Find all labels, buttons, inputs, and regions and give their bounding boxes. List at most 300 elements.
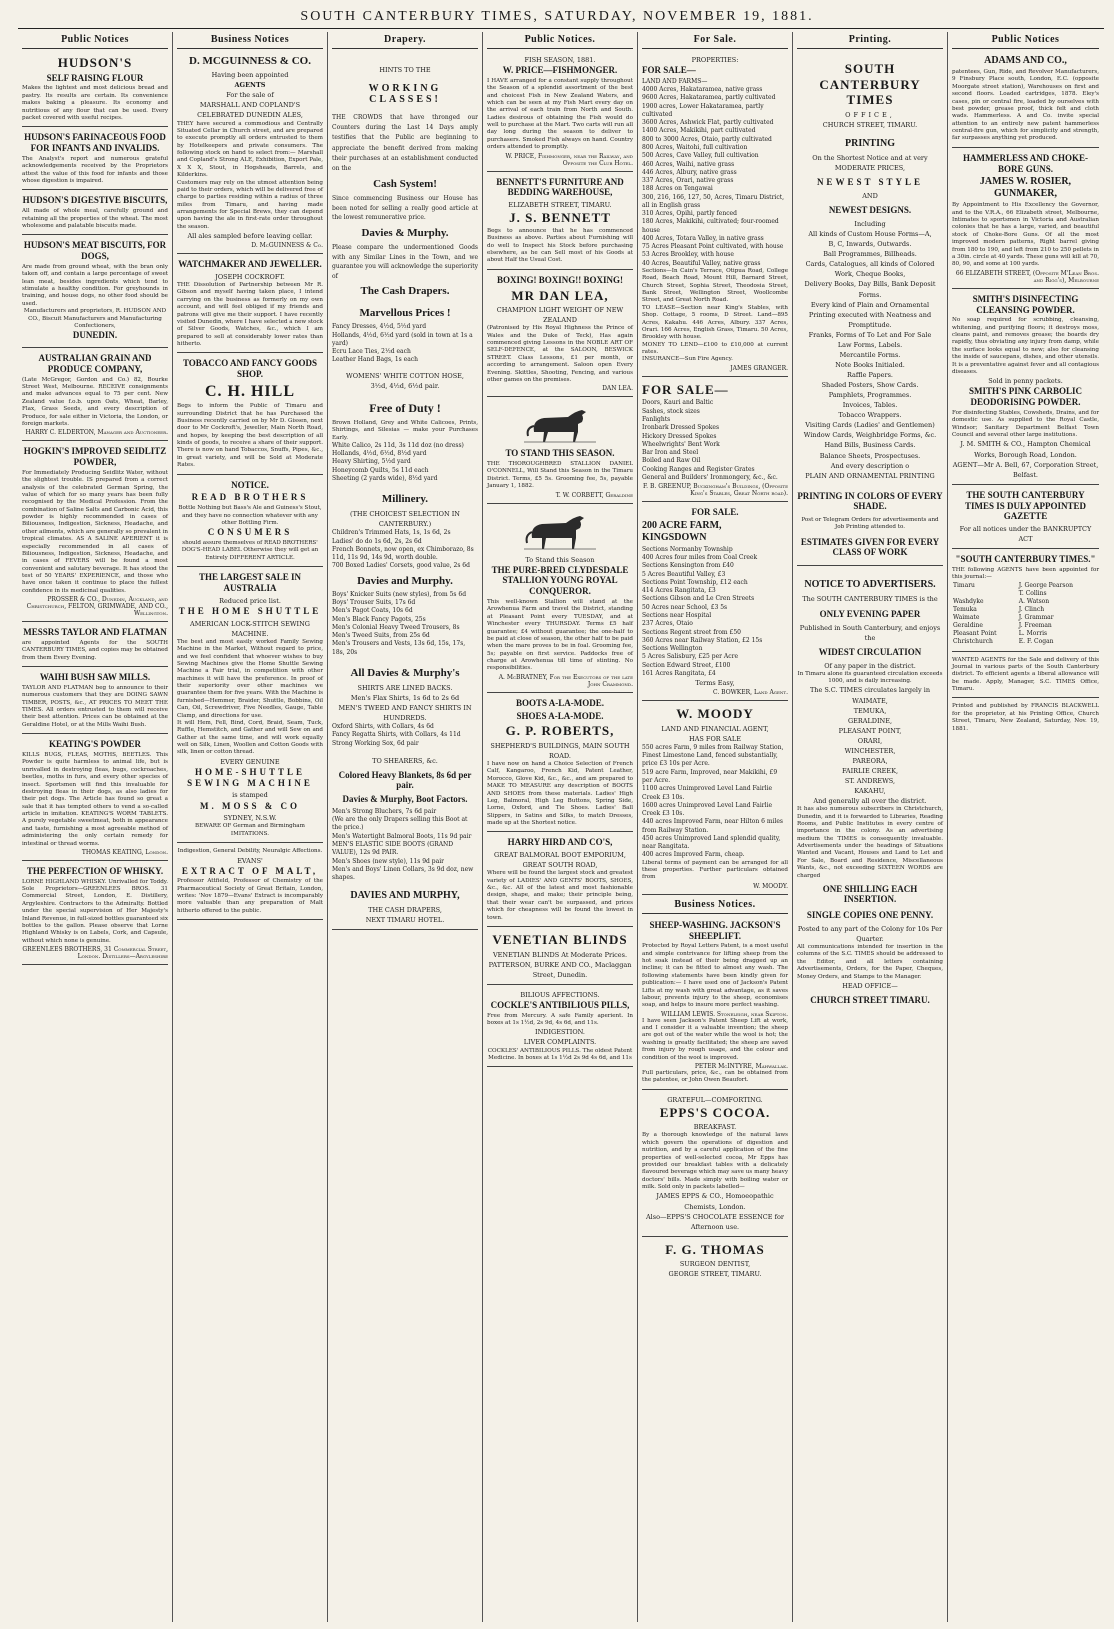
land-list — [642, 78, 788, 268]
moody-list-item: 1600 acres Unimproved Level Land Fairlie Creek £3 10s. — [642, 801, 773, 818]
land-list-item: 460 Acres, Waihi, native grass — [642, 160, 735, 168]
agent-name: L. Morris — [1018, 630, 1048, 638]
boot-item-1: Men's Strong Bluchers, 7s 6d pair — [332, 807, 437, 815]
moody-subtitle: LAND AND FINANCIAL AGENT, — [661, 724, 769, 733]
agent-label: AGENT—Mr A. Bell, 67, Corporation Street, Belfast. — [952, 460, 1099, 479]
place-item: KAKAHU, — [854, 787, 886, 796]
column-5-heading: For Sale. — [642, 32, 788, 49]
roberts-name: G. P. ROBERTS, — [505, 723, 615, 739]
greenup-signature: F. B. GREENUP, Buckingham's Buildings, (Opposite King's Stables, Great North road). — [642, 483, 788, 498]
sewing-machine-ad — [177, 569, 323, 843]
printing-ad — [797, 52, 943, 566]
venetian-subtitle: VENETIAN BLINDS At Moderate Prices. — [492, 950, 628, 959]
agent-name: J. George Pearson — [1018, 581, 1073, 589]
cockle-footer: COCKLES' ANTIBILIOUS PILLS. The oldest Patent Medicine. In boxes at 1s 1½d 2s 9d 4s 6d, and 11s — [487, 1047, 633, 1061]
mcguinness-line-1: Having been appointed — [211, 71, 289, 80]
boot-item-5: Men's Shoes (new style), 11s 9d pair — [332, 857, 445, 865]
flax-shirts-label: Men's Flax Shirts, 1s 6d to 2s 6d — [350, 693, 460, 702]
moody-list-item: 550 acres Farm, 9 miles from Railway Station, Finest Limestone Land, fenced substantially, price £3 10s per Acre. — [642, 743, 784, 768]
section-list-item: 50 Acres near School, £3 5s — [642, 603, 728, 611]
agent-town: Christchurch — [953, 638, 993, 646]
young-royal-signature: A. McBRATNEY, For the Executors of the late John Crammond. — [498, 673, 633, 688]
land-list-item: 75 Acres Pleasant Point cultivated, with house — [642, 243, 784, 251]
colors-label: PRINTING IN COLORS OF EVERY SHADE. — [797, 490, 943, 511]
including-label: Including — [854, 220, 886, 229]
meat-biscuits-ad — [22, 237, 168, 348]
boys-item-4: Men's Black Fancy Pagots, 25s — [332, 615, 426, 623]
printing-item: Mercantile Forms. — [839, 350, 901, 359]
granger-ad — [642, 52, 788, 377]
printing-item: And every description o — [830, 461, 910, 470]
bennett-ad — [487, 174, 633, 270]
section-list-item: Sections Normanby Township — [642, 545, 733, 553]
section-list-item: Sections near Hospital — [642, 612, 712, 620]
sheeplift-ad — [642, 917, 788, 1090]
place-item: TEMUKA, — [853, 706, 887, 715]
section-list-item: 5 Acres Salisbury, £25 per Acre — [642, 653, 739, 661]
shirts-lined-label: SHIRTS ARE LINED BACKS. — [357, 683, 453, 692]
printing-item: Tobacco Wrappers. — [838, 411, 902, 420]
calico-item-1: White Calico, 2s 11d, 3s 11d doz (no dress) — [332, 441, 464, 449]
agents-intro: THE following AGENTS have been appointed for this journal:— — [952, 567, 1099, 581]
land-list-item: 188 Acres on Tengawai — [642, 185, 713, 193]
terms-label: Terms Easy, — [695, 679, 735, 688]
boot-item-6: Men's and Boys' Linen Collars, 3s 9d doz, new shapes. — [332, 865, 474, 882]
grain-title: AUSTRALIAN GRAIN AND PRODUCE COMPANY, — [38, 353, 152, 374]
notice-title: NOTICE. — [231, 479, 269, 490]
sct-agents-title: "SOUTH CANTERBURY TIMES." — [955, 554, 1096, 565]
mcguinness-line-2: AGENTS — [234, 81, 266, 90]
only-evening-label: ONLY EVENING PAPER — [819, 608, 921, 619]
millinery-item-1: Children's Trimmed Hats, 1s, 1s 6d, 2s — [332, 529, 451, 537]
watchmaker-body: THE Dissolution of Partnership between Mr R. Gibson and myself having taken place, I intend carrying on the business as formerly on my own account, and will feel obliged if my friends and patrons will give me their support. I have recently visited Dunedin, where I have selected a new stock of Silver Goods, Watches, &c., which I am prepared to sell at considerably lower rates than hitherto. — [177, 282, 323, 348]
sections-text: Sections—In Cain's Terrace, Otipua Road, College Road, Beach Road, Mount Hill, Barnard Street, Church Street, Sophia Street, Theodosia Street, Bank Street, Wellington Street, Woollcombe Street, and Great North Road. — [642, 267, 788, 304]
epps-also: Also—EPPS'S CHOCOLATE ESSENCE for Afternoon use. — [645, 1212, 785, 1231]
only-label: The SOUTH CANTERBURY TIMES is the — [802, 595, 938, 604]
venetian-ad — [487, 929, 633, 985]
grain-signature: HARRY C. ELDERTON, Manager and Auctioneer. — [25, 429, 168, 437]
widest-label: WIDEST CIRCULATION — [818, 646, 922, 657]
supply-list-item: Boiled and Raw Oil — [642, 457, 701, 465]
printing-item: Pamphlets, Programmes. — [828, 391, 912, 400]
millinery-item-4: 700 Boxed Ladies' Corsets, good value, 2s 6d — [332, 562, 470, 570]
shuttle-subtitle: AMERICAN LOCK-STITCH SEWING MACHINE. — [190, 619, 310, 638]
column-1 — [18, 32, 173, 1622]
section-list-item: 161 Acres Rangitata, £4 — [642, 669, 716, 677]
watchmaker-ad — [177, 256, 323, 353]
clydesdale-ad — [487, 506, 633, 693]
grain-body: (Late McGregor, Gordon and Co.) 82, Bourke Street West, Melbourne. RECEIVE consignments and make advances equal to 75 per cent. New Zealand value f.o.b. upon Oats, Wheat, Barley, Flax, Grass Seeds, and every description of Produce, for sale either in Victoria, the London, or foreign markets. — [22, 376, 168, 427]
boys-item-3: Men's Pagot Coats, 10s 6d — [332, 607, 413, 615]
venetian-title: VENETIAN BLINDS — [492, 931, 628, 947]
place-item: PAREORA, — [852, 756, 888, 765]
epps-signature: JAMES EPPS & CO., Homoeopathic Chemists, London. — [656, 1192, 774, 1211]
rosier-body: By Appointment to His Excellency the Governor, and to the V.R.A., 66 Elizabeth street, Melbourne, Intimates to sportsmen in Victoria and Australian colonies that he has a large, varied, and beautiful stock of Choke-Bore Guns. Of all the most improved modern patterns, Right barrel giving from 180 to 190, and left from 210 to 250 pellets in a 30in. circle at 40 yards. These guns will kill at 70, 80, 90, and some at 100 yards. — [952, 202, 1099, 268]
boot-item-4: MEN'S ELASTIC SIDE BOOTS (GRAND VALUE), 12s 9d PAIR. — [332, 841, 454, 857]
stallion-ad — [487, 399, 633, 503]
printing-item: All kinds of Custom House Forms—A, — [808, 230, 932, 239]
printed-body: Printed and published by FRANCIS BLACKWELL for the proprietor, at his Printing Office, Church Street, Timaru, New Zealand, Saturday, Nov. 19, 1881. — [952, 703, 1099, 732]
subscribers-text: It has also numerous subscribers in Christchurch, Dunedin, and it is forwarded to Libraries, Reading Rooms, and Public Institutes in every centre of importance in the colony. As an advertising medium the TIMES is consequently invaluable. Advertisements under the headings of Situations Wanted and Vacant, Houses and Land to Let and For Sale, Board and Residence, Miscellaneous Wants, &c., not exceeding SIXTEEN WORDS are charged — [797, 806, 943, 879]
meat-body: Are made from ground wheat, with the bran only taken off, and contain a large percentage of sweet lean meat, besides ingredients which tend to stimulate a healthy condition. For greyhounds in training, and house dogs, no other food should be used. — [22, 263, 168, 307]
imprint — [952, 700, 1099, 737]
properties-label: PROPERTIES: — [691, 56, 739, 64]
printing-item: Note Books Initialed. — [835, 360, 905, 369]
fish-season: FISH SEASON, 1881. — [524, 56, 596, 64]
moody-footer: Liberal terms of payment can be arranged for all these properties. Further particulars obtained from — [642, 859, 788, 881]
shilling-label: ONE SHILLING EACH INSERTION. — [822, 883, 918, 904]
roberts-subtitle: SHEPHERD'S BUILDINGS, MAIN SOUTH ROAD. — [490, 741, 630, 760]
column-3 — [328, 32, 483, 1622]
smith-title: SMITH'S DISINFECTING CLEANSING POWDER. — [972, 293, 1079, 315]
post-label: Post or Telegram Orders for advertisements and Job Printing attended to. — [801, 516, 939, 531]
shuttle-body-2: It will Hem, Fell, Bind, Cord, Braid, Seam, Tuck, Ruffle, Hemstitch, and Gather and will Sew on and Gather at the same time, and will work equally well on Silk, Linen, Woollen and Cotton Goods with silk, linen or cotton thread. — [177, 719, 323, 756]
genuine-label: EVERY GENUINE — [220, 757, 280, 766]
section-list-item: Sections Gibson and Le Cren Streets — [642, 595, 755, 603]
hird-title: HARRY HIRD AND CO'S, — [507, 837, 613, 848]
corbett-signature: T. W. CORBETT, Geraldine — [555, 491, 633, 499]
adams-body: patentees, Gun, Ride, and Revolver Manufacturers, 9 Finsbury Place south, London, E.C. (opposite Moorgate street station), Warehouses on first and second floors. Loaded cartridges, 1878. Eley's cases, pin or central fire, loaded by ourselves with best powder, grease proof, thick felt and cloth wads. Hammerless. A and Co. invite special attention to an entirely new patent hammerless central-fire gun, which for simplicity and strength, far surpasses anything yet produced. — [952, 69, 1099, 142]
circulates-label: The S.C. TIMES circulates largely in — [809, 686, 931, 695]
land-list-item: 9600 Acres, Hakataramea, partly cultivated — [642, 94, 776, 102]
calico-item-4: Honeycomb Quilts, 5s 11d each — [332, 466, 429, 474]
printing-item: PLAIN AND ORNAMENTAL PRINTING — [805, 471, 935, 480]
mcguinness-ad — [177, 52, 323, 254]
sections-list — [642, 546, 788, 678]
church-label-2: CHURCH STREET TIMARU. — [810, 995, 930, 1006]
pink-title: SMITH'S PINK CARBOLIC DEODORISING POWDER. — [968, 386, 1083, 408]
waihi-title: WAIHI BUSH SAW MILLS. — [39, 672, 151, 683]
meat-title: HUDSON'S MEAT BISCUITS, FOR DOGS, — [23, 240, 167, 262]
column-4 — [483, 32, 638, 1622]
column-4-heading: Public Notices. — [487, 32, 633, 49]
hints-label: HINTS TO THE — [379, 66, 431, 74]
whisky-body: LORNE HIGHLAND WHISKY. Unrivalled for Toddy. Sole Proprietors—GREENLEES BROS. 31 Commercial Street, London, E. Distillery, Argyleshire. Contractors to the Admiralty. Bottled under the special supervision of Her Majesty's Inland Revenue, in full-sized bottles guaranteed six bottles to the gallon. Please observe that Lorne Highland Whisky is on Labels, Cork, and Capsule, without which none is genuine. — [22, 878, 168, 944]
bennett-name: J. S. BENNETT — [509, 210, 611, 226]
hudson-body: Makes the lightest and most delicious bread and pastry. Its results are certain. Its convenience makes baking a pleasure. Its economy and nutritious of any flour that can be used. Every packet covered with useful recipes. — [22, 85, 168, 121]
printing-item: Window Cards, Weighbridge Forms, &c. — [803, 431, 937, 440]
farinaceous-ad — [22, 129, 168, 190]
place-item: FAIRLIE CREEK, — [841, 766, 899, 775]
agent-row — [952, 614, 1099, 622]
supply-list-item: Bar Iron and Steel — [642, 449, 699, 457]
section-list-item: Sections Kensington from £40 — [642, 562, 734, 570]
mcintyre-signature: PETER McINTYRE, Mahwallak. — [694, 1062, 788, 1070]
stand-label-2: To Stand this Season — [525, 555, 595, 564]
printing-item: Delivery Books, Day Bills, Bank Deposit — [804, 280, 936, 289]
advertisers-notice — [797, 568, 943, 1013]
horse-icon — [520, 513, 600, 551]
of-any-label: Of any paper in the district. — [824, 661, 916, 670]
oconnell-body: THE THOROUGHBRED STALLION DANIEL O'CONNELL, Will Stand this Season in the Timaru District. Terms, £5 5s. Grooming fee, 5s, payable January 1, 1882. — [487, 461, 633, 490]
sheep-footer: Full particulars, price, &c., can be obtained from the patentee, or John Owen Beaufort. — [642, 1069, 788, 1084]
land-list-item: 1400 Acres, Makikihi, part cultivated — [642, 127, 756, 135]
agent-town: Washdyke — [953, 597, 984, 605]
biscuits-ad — [22, 192, 168, 235]
watchmaker-title: WATCHMAKER AND JEWELLER. — [178, 259, 322, 270]
lea-subtitle: CHAMPION LIGHT WEIGHT OF NEW ZEALAND — [496, 306, 624, 325]
section-list-item: 400 Acres four miles from Coal Creek — [642, 554, 758, 562]
column-2 — [173, 32, 328, 1622]
millinery-item-2: Ladies' do do 1s 6d, 2s, 2s 6d — [332, 537, 422, 545]
bilious-label: BILIOUS AFFECTIONS. — [520, 990, 600, 999]
moody-title: W. MOODY — [676, 706, 754, 722]
boxing-title: BOXING! BOXING!! BOXING! — [496, 274, 623, 285]
grain-company-ad — [22, 350, 168, 441]
supply-list-item: Wheelwrights' Bent Work — [642, 440, 720, 448]
office-label: OFFICE, — [845, 110, 895, 119]
malt-title: EXTRACT OF MALT, — [181, 865, 319, 876]
printing-item: Work, Cheque Books, — [834, 270, 906, 279]
lea-signature: DAN LEA. — [602, 385, 633, 393]
largest-title: THE LARGEST SALE IN AUSTRALIA — [198, 572, 302, 594]
agents-ad — [952, 551, 1099, 651]
millinery-item-3: French Bonnets, now open, ex Chimborazo, 8s 11d, 11s 9d, 14s 9d, worth double. — [332, 545, 474, 562]
land-list-item: 310 Acres, Opihi, partly fenced — [642, 210, 737, 218]
shuttle-title: THE HOME SHUTTLE — [178, 605, 322, 616]
moderate-label: MODERATE PRICES, — [834, 163, 906, 172]
grateful-label: GRATEFUL—COMFORTING. — [667, 1095, 763, 1104]
section-list-item: Section Edward Street, £100 — [642, 661, 731, 669]
moody-has: HAS FOR SALE — [689, 734, 741, 743]
smith-body: No soap required for scrubbing, cleansing, whitening, and purifying floors; it destroys moss, cleans paint, and removes grease; the boards dry rapidly, thus obviating any injury from damp, while the surface looks equal to new; also for cleansing the inside of saucepans, dishes, and other utensils. It is a preventative against fever and all contagious diseases. — [952, 317, 1099, 375]
adams-title: ADAMS AND CO., — [984, 55, 1067, 66]
cash-drapers-title: The Cash Drapers. — [360, 285, 450, 298]
sheep-signature: WILLIAM LEWIS. Stoneleigh, near Skipton. — [661, 1010, 788, 1018]
malt-ad — [177, 845, 323, 920]
shoes-label: SHOES A-LA-MODE. — [516, 710, 604, 721]
printing-title: PRINTING — [844, 137, 895, 149]
whisky-ad — [22, 863, 168, 965]
shirt-item-3: Strong Working Sox, 6d pair — [332, 739, 419, 747]
cash-system-title: Cash System! — [373, 178, 437, 191]
fancy-item-4: Leather Hand Bags, 1s each — [332, 356, 419, 364]
moody-ad — [642, 703, 788, 895]
calico-item-5: Sheeting (2 yards wide), 8½d yard — [332, 474, 438, 482]
millinery-title: Millinery. — [381, 493, 429, 506]
hudson-flour-ad — [22, 52, 168, 127]
hogkin-signature: PROSSER & CO., Dunedin, Auckland, and Christchurch, FELTON, GRIMWADE, AND CO., Wellington. — [26, 596, 168, 618]
marvellous-title: Marvellous Prices ! — [359, 307, 451, 320]
column-7-heading: Public Notices — [952, 32, 1099, 49]
land-list-item: 4000 Acres, Hakataramea, native grass — [642, 86, 763, 94]
price-body: I HAVE arranged for a constant supply throughout the Season of a splendid assortment of the best and choicest Fish in New Zealand Waters, and which can be seen at my Fish Mart every day on the arrival of each train from North and South. Ladies desirous of obtaining the Fish would do well to purchase at the Mart. Two carts will run all day long during the season to deliver to purchasers. Smoked Fish always on hand. Country orders attended to promptly. — [487, 77, 633, 151]
davies-murphy-title: Davies & Murphy. — [361, 226, 449, 239]
printing-item: Visiting Cards (Ladies' and Gentlemen) — [805, 421, 935, 430]
dentist-ad — [642, 1239, 788, 1284]
cockle-body: Free from Mercury. A safe Family aperient. In boxes at 1s 1½d, 2s 9d, 4s 6d, and 11s. — [487, 1012, 633, 1026]
tweed-shirts-label: MEN'S TWEED AND FANCY SHIRTS IN HUNDREDS. — [338, 703, 472, 723]
roberts-body: I have now on hand a Choice Selection of French Calf, Kangaroo, French Kid, Patent Leather, Morocco, Glove Kid, &c., &c., and am prepared to MAKE TO MEASURE any description of BOOTS AND SHOES from these materials. Ladies' High Leg, Balmoral, High Leg Buttons, Spring Side, Lorne, Oxford, and Tie Shoes. Ladies' Ball Slippers, in Satins and Silks, to match Dresses, made up at the Shortest notice. — [487, 761, 633, 827]
moody-list-item: 450 acres Unimproved Land splendid quality, near Rangitata. — [642, 834, 781, 851]
sydney-label: SYDNEY, N.S.W. — [223, 814, 277, 823]
mcguinness-title: D. MCGUINNESS & CO. — [189, 55, 311, 67]
place-item: ST. ANDREWS, — [844, 777, 896, 786]
moody-signature: W. MOODY. — [753, 882, 788, 890]
malt-indigestion: Indigestion, General Debility, Neuralgic Affections. — [177, 848, 323, 855]
gazette-title: THE SOUTH CANTERBURY TIMES IS DULY APPOINTED GAZETTE — [964, 489, 1087, 522]
choicest-label: (THE CHOICEST SELECTION IN CANTERBURY.) — [350, 510, 460, 529]
sale-title: FOR SALE— — [642, 65, 696, 76]
column-5 — [638, 32, 793, 1622]
wanted-ad — [952, 654, 1099, 699]
pink-signature: J. M. SMITH & CO., Hampton Chemical Works, Borough Road, London. — [960, 440, 1091, 459]
bennett-title: BENNETT'S FURNITURE AND BEDDING WAREHOUSE, — [496, 176, 624, 198]
lea-body: (Patronised by His Royal Highness the Prince of Wales and the Duke of Teck), Has again commenced giving Lessons in the NOBLE ART OF SELF-DEFENCE, at the SALOON, BESWICK STREET. Class Lessons, £1 per month, or according to arrangement. Saloon open Every Evening. Skittles, Shooting, Fencing, and various other games on the premises. — [487, 325, 633, 383]
wanted-body: WANTED AGENTS for the Sale and delivery of this Journal in various parts of the South Canterbury district. To efficient agents a liberal allowance will be made. Apply, Manager, S.C. TIMES Office, Timaru. — [952, 656, 1099, 693]
footer-line-2: THE CASH DRAPERS, — [368, 906, 442, 915]
keating-title: KEATING'S POWDER — [48, 739, 142, 750]
cotton-hose-label: WOMENS' WHITE COTTON HOSE, — [346, 371, 464, 380]
sheep-body: Protected by Royal Letters Patent, is a most useful and simple contrivance for lifting sheep from the hot soak instead of their being dragged up an incline; it can be fitted to almost any wash. The following statements have been kindly given for publication:— I have used one of Jackson's Patent Lifts at my wash with great advantage, as it saves labour, prevents injury to the sheep, economises soap, and helps to insure more perfect washing. — [642, 943, 788, 1009]
fancy-item-3: Ecru Lace Ties, 2½d each — [332, 348, 411, 356]
price-signature: W. PRICE, Fishmonger, near the Railway, and Opposite the Club Hotel. — [505, 152, 633, 167]
gazette-ad — [952, 487, 1099, 550]
printing-item: Balance Sheets, Prospectuses. — [819, 451, 921, 460]
supply-list-item: Sashes, stock sizes — [642, 407, 700, 415]
tobacco-ad — [177, 355, 323, 474]
agent-name: T. Collins — [1018, 589, 1047, 597]
place-item: PLEASANT POINT, — [838, 726, 902, 735]
agent-town — [952, 590, 1018, 598]
crowds-text: THE CROWDS that have thronged our Counters during the Last 14 Days amply testifies that the Public are beginning to appreciate the benefit derived from making their purchases at an establishment conducted on the — [332, 114, 478, 172]
posted-label: Posted to any part of the Colony for 10s Per Quarter. — [797, 924, 943, 944]
places-list — [797, 696, 943, 797]
whisky-title: THE PERFECTION OF WHISKY. — [26, 865, 164, 876]
supply-list-item: Cooking Ranges and Register Grates — [642, 465, 755, 473]
agent-name: E. F. Cogan — [1018, 638, 1054, 646]
pink-body: For disinfecting Stables, Cowsheds, Drains, and for domestic use. As supplied to the Royal Castle, Windsor; Sanitary Department Belfast Town Council and several other large institutions. — [952, 409, 1099, 439]
hudson-title: HUDSON'S — [57, 55, 133, 70]
breakfast-label: BREAKFAST. — [693, 1123, 737, 1132]
agent-row — [952, 630, 1099, 638]
stamped-label: is stamped — [232, 791, 268, 800]
read-body: Bottle Nothing but Bass's Ale and Guiness's Stout, and they have no connection whatever with any other Bottling Firm. — [178, 505, 322, 526]
mcguinness-body-2: Customers may rely on the utmost attention being paid to their orders, which will be delivered free of charge to parties residing within a radius of three miles from Timaru, and having made arrangements for Special Brews, they can depend upon having the ale in first-rate order throughout the season. — [177, 179, 323, 230]
supply-list-item: Ironbark Dressed Spokes — [642, 424, 720, 432]
place-item: WINCHESTER, — [844, 746, 896, 755]
beware-label: BEWARE OF German and Birmingham IMITATIONS. — [195, 823, 305, 837]
biscuits-title: HUDSON'S DIGESTIVE BISCUITS, — [22, 195, 168, 206]
agent-town: Waimate — [953, 614, 980, 622]
taylor-flatman-ad — [22, 624, 168, 667]
boys-item-6: Men's Tweed Suits, from 25s 6d — [332, 632, 430, 640]
agent-name: J. Clinch — [1018, 606, 1045, 614]
agent-row — [952, 590, 1099, 598]
waihi-body: TAYLOR AND FLATMAN beg to announce to their numerous customers that they are DOING SAWN TIMBER, POSTS, &c., AT PRICES TO MEET THE TIMES. All orders entrusted to them will receive their best attention. Prices can be obtained at the Geraldine Hotel, or at the Mills Waihi Bush. — [22, 684, 168, 728]
lease-text: TO LEASE—Section near King's Stables, with Shop. Cottage, 5 rooms, D Street. Land—895 Acres, Kakahu. 446 Acres, Albury. 337 Acres, Orari. 166 Acres, English Grass, Timaru. 50 Acres, Brookley with house. — [642, 304, 788, 341]
forsale-title-3: FOR SALE. — [691, 507, 739, 518]
boot-factors-title: Davies & Murphy, Boot Factors. — [342, 793, 468, 804]
column-3-heading: Drapery. — [332, 32, 478, 49]
footer-line-1: DAVIES AND MURPHY, — [350, 890, 460, 902]
young-royal-title: THE PURE-BRED CLYDESDALE STALLION YOUNG ROYAL CONQUEROR. — [491, 564, 629, 597]
greenup-ad — [642, 379, 788, 502]
free-of-duty-title: Free of Duty ! — [369, 400, 441, 415]
agent-row — [952, 582, 1099, 590]
hill-name: C. H. HILL — [204, 383, 295, 401]
printing-item: Hand Bills, Business Cards. — [824, 441, 916, 450]
agent-town: Temuka — [953, 606, 977, 614]
newest-designs-label: NEWEST DESIGNS. — [828, 205, 912, 216]
gazette-subtitle: For all notices under the BANKRUPTCY ACT — [959, 525, 1092, 544]
section-list-item: Sections Point Township, £12 each — [642, 578, 748, 586]
waihi-ad — [22, 669, 168, 734]
masthead — [0, 0, 1114, 30]
thomas-title: F. G. THOMAS — [665, 1241, 765, 1257]
printing-item: Cards, Catalogues, all kinds of Colored — [805, 260, 935, 269]
land-list-item: 40 Acres, Beautiful Valley, native grass — [642, 259, 761, 267]
moody-list-item: 519 acre Farm, Improved, near Makikihi, £9 per Acre. — [642, 768, 778, 784]
place-item: WAIMATE, — [852, 696, 888, 705]
consumers-title: CONSUMERS — [207, 527, 293, 538]
boys-item-1: Boys' Knicker Suits (new styles), from 5s 6d — [332, 590, 467, 598]
agent-row — [952, 638, 1099, 646]
shirt-item-1: Oxford Shirts, with Collars, 4s 6d — [332, 723, 434, 731]
footer-line-3: NEXT TIMARU HOTEL. — [365, 916, 445, 925]
dentist-address: GEORGE STREET, TIMARU. — [668, 1270, 762, 1279]
masthead-rule — [18, 28, 1104, 29]
land-list-item: 1900 acres, Lower Hakataramea, partly cultivated — [642, 102, 764, 118]
land-list-item: 800 to 3000 Acres, Otaio, partly cultivated — [642, 135, 772, 143]
column-6 — [793, 32, 948, 1622]
published-label: Published in South Canterbury, and enjoys the — [799, 623, 941, 642]
building-supplies-list — [642, 399, 788, 482]
horse-illustration-2 — [520, 513, 600, 551]
section-list-item: Sections Wellington — [642, 645, 703, 653]
section-list-item: 360 Acres near Railway Station, £2 15s — [642, 636, 763, 644]
all-davies-title: All Davies & Murphy's — [350, 666, 460, 679]
places-footer: And generally all over the district. — [813, 797, 927, 806]
agent-town: Pleasant Point — [953, 630, 997, 638]
cotton-hose-price: 3½d, 4½d, 6½d pair. — [370, 381, 440, 390]
land-list-item: 500 Acres, Cave Valley, full cultivation — [642, 152, 759, 160]
hudson-subtitle: SELF RAISING FLOUR — [46, 72, 144, 83]
horse-icon — [520, 406, 600, 444]
and-label: AND — [862, 192, 878, 201]
shuttle-body: The best and most easily worked Family Sewing Machine in the Market, Without regard to price, and we feel confident that whoever wishes to buy Sewing Machines give the Home Shuttle Sewing Machine a Fair trial, in competition with other machines it will have the preference. In proof of their superiority over other machines we guarantee them for five years. With the Machine is furnished—Hemmer, Braider, Shuttle, Bobbins, Oil Can, Oil, Screwdriver, Five Needles, Gauge, Table Clamp, and directions for use. — [177, 638, 323, 719]
whisky-signature: GREENLEES BROTHERS, 31 Commercial Street, London. Distillers—Argyleshire — [22, 946, 168, 961]
calico-item-2: Hollands, 4½d, 6½d, 8½d yard — [332, 450, 427, 458]
tobacco-title: TOBACCO AND FANCY GOODS SHOP. — [182, 358, 318, 380]
in-timaru-label: In Timaru alone its guaranteed circulation exceeds 1000, and is daily increasing. — [797, 670, 943, 685]
horse-illustration — [520, 406, 600, 444]
free-of-duty-body: Brown Holland, Grey and White Calicoes, Prints, Shirtings, and Silesias — make your Purchases Early. — [332, 419, 478, 441]
boys-item-2: Boys' Trouser Suits, 17s 6d — [332, 598, 416, 606]
agent-town: Geraldine — [953, 622, 983, 630]
supply-list-item: Doors, Kauri and Baltic — [642, 399, 714, 407]
section-list-item: Sections Regent street from £50 — [642, 628, 741, 636]
cockle-ad — [487, 987, 633, 1067]
malt-body: Professor Attfield, Professor of Chemistry of the Pharmaceutical Society of Great Britain, London, writes: 'Nov 1879—Evans' Extract is incomparably more valuable than any preparation of Malt hitherto offered to the public. — [177, 878, 323, 914]
rosier-title: JAMES W. ROSIER, GUNMAKER, — [979, 176, 1072, 200]
sheep-body-2: I have seen Jackson's Patent Sheep Lift at work, and I consider it a valuable invention; the sheep are got out of the water while the wool is hot; the washing is greatly facilitated; the sheep are saved from injury by rough usage, and the colour and condition of the wool is improved. — [642, 1017, 788, 1061]
hogkin-title: HOGKIN'S IMPROVED SEIDLITZ POWDER, — [23, 446, 167, 468]
hill-body: Begs to inform the Public of Timaru and surrounding District that he has Purchased the Business recently carried on by Mr D. Gissen, next door to Mr Cockroft's, Jeweller, Main North Road, and hopes, by keeping the best description of all kinds of goods, to receive a share of their support. There is now on hand Tobaccos, Snuffs, Pipes, &c., in great variety, and will be Sold at Moderate Rates. — [177, 403, 323, 469]
agent-row — [952, 622, 1099, 630]
price-title: W. PRICE—FISHMONGER. — [502, 65, 618, 76]
bennett-body: Begs to announce that he has commenced Business as above. Parties about Furnishing will do well to Inspect his Stock before purchasing elsewhere, as he can Sell most of his Goods at about Half the Usual Cost. — [487, 227, 633, 264]
liver-label: LIVER COMPLAINTS. — [523, 1038, 597, 1047]
communications-text: All communications intended for insertion in the columns of the S.C. TIMES should be addressed to the Editor, and all letters containing Advertisements, Orders, for the Paper, Cheques, Money Orders, and Stamps to the Manager. — [797, 944, 943, 980]
smith-ad — [952, 291, 1099, 485]
bowker-ad — [642, 504, 788, 701]
printing-items — [797, 229, 943, 481]
section-list-item: 5 Acres Beautiful Valley, £3 — [642, 570, 726, 578]
mcguinness-body: THEY have secured a commodious and Centrally Situated Cellar in Church street, and are prepared to execute promptly all orders entrusted to them by Hotelkeepers and private consumers. The following stock on hand to select from:— Marshall and Copland's Strong ALE, Exhibition, Export Pale, X X X, Stout, in Hogsheads, Barrels, and Kilderkins. — [177, 120, 323, 179]
shirt-item-2: Fancy Regatta Shirts, with Collars, 4s 11d — [332, 731, 461, 739]
rosier-signature: 66 ELIZABETH STREET, (Opposite M'Lean Bros. and Rigg's), Melbourne — [955, 269, 1099, 284]
